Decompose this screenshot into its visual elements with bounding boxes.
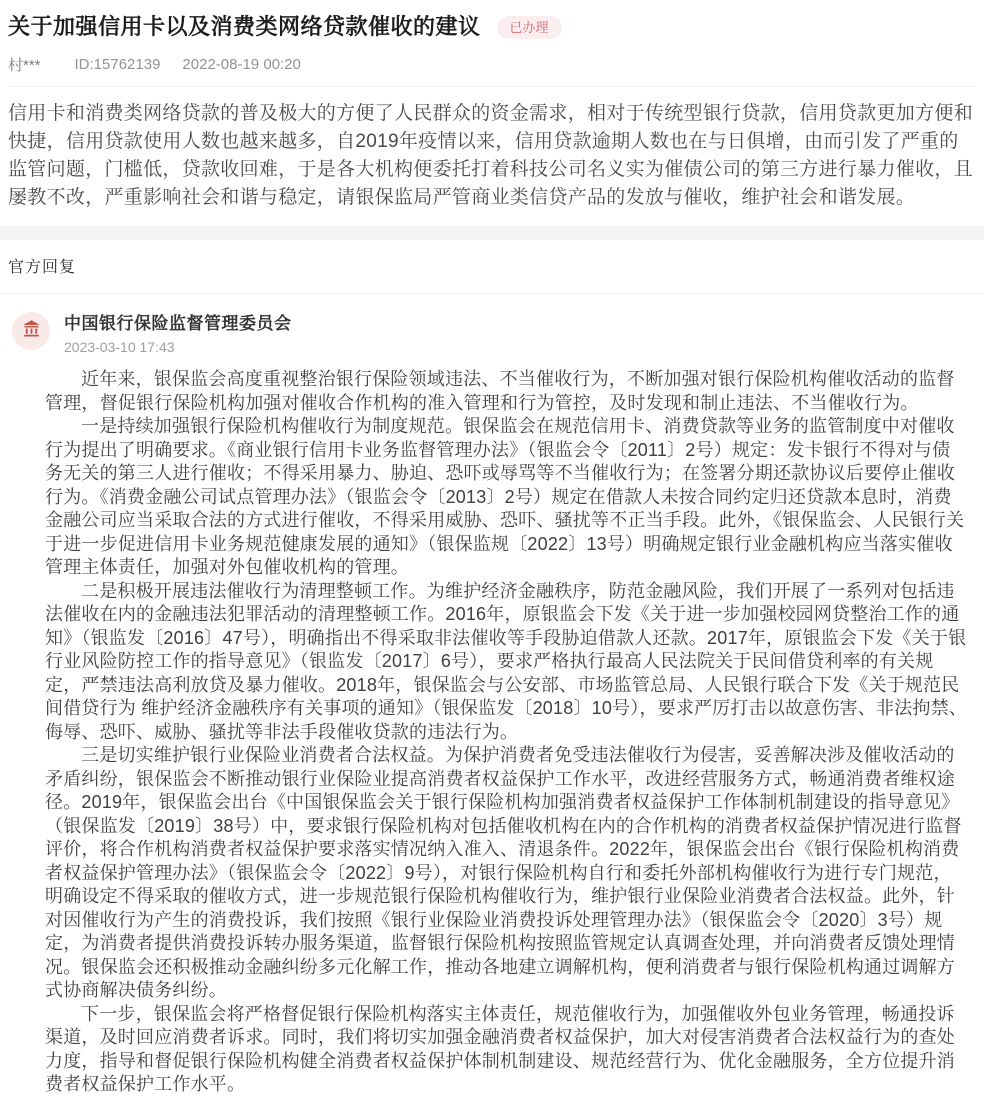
official-reply-header: 官方回复 <box>8 259 77 276</box>
agency-info <box>64 312 292 355</box>
reply-paragraph: 一是持续加强银行保险机构催收行为制度规范。银保监会在规范信用卡、消费贷款等业务的监管制度中对催收行为提出了明确要求。《商业银行信用卡业务监督管理办法》（银监会令〔2011〕2号）规定：发卡银行不得对与债务无关的第三人进行催收；不得采用暴力、胁迫、恐吓或辱骂等不当催收行为；在签署分期还款协议后要停止催收行为。《消费金融公司试点管理办法》（银监会令〔2013〕2号）规定在借款人未按合同约定归还贷款本息时，消费金融公司应当采取合法的方式进行催收，不得采用威胁、恐吓、骚扰等不正当手段。此外，《银保监会、人民银行关于进一步促进信用卡业务规范健康发展的通知》（银保监规〔2022〕13号）明确规定银行业金融机构应当落实催收管理主体责任，加强对外包催收机构的管理。 <box>45 416 965 577</box>
reply-paragraph: 三是切实维护银行业保险业消费者合法权益。为保护消费者免受违法催收行为侵害，妥善解决涉及催收活动的矛盾纠纷，银保监会不断推动银行业保险业提高消费者权益保护工作水平，改进经营服务方式，畅通消费者维权途径。2019年，银保监会出台《中国银保监会关于银行保险机构加强消费者权益保护工作体制机制建设的指导意见》（银保监发〔2019〕38号）中，要求银行保险机构对包括催收机构在内的合作机构的消费者权益保护情况进行监督评价，将合作机构消费者权益保护要求落实情况纳入准入、清退条件。2022年，银保监会出台《银行保险机构消费者权益保护管理办法》（银保监会令〔2022〕9号），对银行保险机构自行和委托外部机构催收行为进行专门规范，明确设定不得采取的催收方式，进一步规范银行保险机构催收行为，维护银行业保险业消费者合法权益。此外，针对因催收行为产生的消费投诉，我们按照《银行业保险业消费投诉处理管理办法》（银保监会令〔2020〕3号）规定，为消费者提供消费投诉转办服务渠道，监督银行保险机构按照监管规定认真调查处理，并向消费者反馈处理情况。银保监会还积极推动金融纠纷多元化解工作，推动各地建立调解机构，便利消费者与银行保险机构通过调解方式协商解决债务纠纷。 <box>45 745 962 1000</box>
reply-paragraph: 二是积极开展违法催收行为清理整顿工作。为维护经济金融秩序，防范金融风险，我们开展了一系列对包括违法催收在内的金融违法犯罪活动的清理整顿工作。2016年，原银监会下发《关于进一步加强校园网贷整治工作的通知》（银监发〔2016〕47号），明确指出不得采取非法催收等手段胁迫借款人还款。2017年，原银监会下发《关于银行业风险防控工作的指导意见》（银监发〔2017〕6号），要求严格执行最高人民法院关于民间借贷利率的有关规定，严禁违法高利放贷及暴力催收。2018年，银保监会与公安部、市场监管总局、人民银行联合下发《关于规范民间借贷行为 维护经济金融秩序有关事项的通知》（银保监发〔2018〕10号），要求严厉打击以故意伤害、非法拘禁、侮辱、恐吓、威胁、骚扰等非法手段催收贷款的违法行为。 <box>45 580 968 742</box>
agency-name: 中国银行保险监督管理委员会 <box>64 314 292 333</box>
bank-icon <box>21 318 42 344</box>
post-time: 2022-08-19 00:20 <box>182 56 301 73</box>
meta-divider <box>8 86 976 87</box>
question-text: 信用卡和消费类网络贷款的普及极大的方便了人民群众的资金需求，相对于传统型银行贷款，信用贷款更加方便和快捷，信用贷款使用人数也越来越多，自2019年疫情以来，信用贷款逾期人数也在与日俱增，由而引发了严重的监管问题，门槛低，贷款收回难，于是各大机构便委托打着科技公司名义实为催债公司的第三方进行暴力催收，且屡教不改，严重影响社会和谐与稳定，请银保监局严管商业类信贷产品的发放与催收，维护社会和谐发展。 <box>8 103 974 208</box>
official-reply-card <box>0 240 984 1119</box>
reply-time: 2023-03-10 17:43 <box>64 339 175 355</box>
reply-paragraph: 近年来，银保监会高度重视整治银行保险领域违法、不当催收行为，不断加强对银行保险机构催收活动的监督管理，督促银行保险机构加强对催收合作机构的准入管理和行为管控，及时发现和制止违法、不当催收行为。 <box>45 369 955 413</box>
section-gap <box>0 226 984 240</box>
avatar <box>12 312 50 350</box>
author-name: 村*** <box>8 57 41 74</box>
agency-row <box>0 294 984 355</box>
page-title: 关于加强信用卡以及消费类网络贷款催收的建议 <box>8 14 481 39</box>
post-id: ID:15762139 <box>74 56 161 73</box>
reply-body <box>45 368 968 1097</box>
post-meta <box>8 54 976 75</box>
question-card <box>0 0 984 226</box>
status-badge: 已办理 <box>497 16 562 39</box>
title-row <box>8 10 976 42</box>
reply-paragraph: 下一步，银保监会将严格督促银行保险机构落实主体责任，规范催收行为，加强催收外包业务管理，畅通投诉渠道，及时回应消费者诉求。同时，我们将切实加强金融消费者权益保护，加大对侵害消费者合法权益行为的查处力度，指导和督促银行保险机构健全消费者权益保护体制机制建设、规范经营行为、优化金融服务，全方位提升消费者权益保护工作水平。 <box>45 1003 955 1094</box>
